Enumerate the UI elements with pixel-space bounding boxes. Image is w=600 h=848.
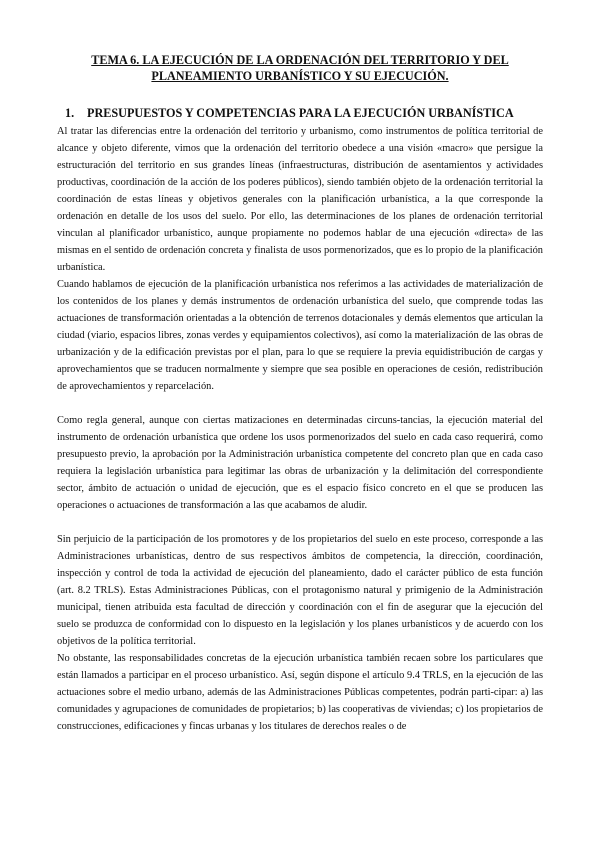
paragraph: Cuando hablamos de ejecución de la planificación urbanística nos referimos a las actividades de materialización de los contenidos de los planes y demás instrumentos de ordenación urbanística del suelo, que comprende todas las actuaciones de transformación orientadas a la obtención de terrenos dotacionales y demás elementos que articulan la ciudad (viario, espacios libres, zonas verdes y equipamientos colectivos), así como la materialización de las obras de urbanización y de la edificación previstas por el plan, para lo que se requiere la previa equidistribución de cargas y aprovechamientos que se traducen normalmente y siempre que sea posible en operaciones de cesión, redistribución de aprovechamientos y reparcelación. <box>57 279 543 392</box>
section-number: 1. <box>65 106 75 120</box>
section-heading <box>57 106 543 121</box>
document-title: TEMA 6. LA EJECUCIÓN DE LA ORDENACIÓN DEL TERRITORIO Y DEL PLANEAMIENTO URBANÍSTICO Y SU EJECUCIÓN. <box>91 53 509 83</box>
paragraph: No obstante, las responsabilidades concretas de la ejecución urbanística también recaen sobre los particulares que están llamados a participar en el proceso urbanístico. Así, según dispone el artículo 9.4 TRLS, en la ejecución de las actuaciones sobre el medio urbano, además de las Administraciones Públicas competentes, podrán parti-cipar: a) las comunidades y agrupaciones de comunidades de propietarios; b) las cooperativas de viviendas; c) los propietarios de construcciones, edificaciones y fincas urbanas y los titulares de derechos reales o de <box>57 653 543 732</box>
paragraph: Como regla general, aunque con ciertas matizaciones en determinadas circuns-tancias, la ejecución material del instrumento de ordenación urbanística que ordene los usos pormenorizados del suelo en cada caso requerirá, como presupuesto previo, la aprobación por la Administración urbanística competente del concreto plan que en cada caso requiera la legislación urbanística para legitimar las obras de urbanización y la delimitación del correspondiente sector, ámbito de actuación o unidad de ejecución, que es el espacio físico concreto en el que se producen las operaciones o actuaciones de transformación a las que acabamos de aludir. <box>57 415 543 511</box>
section-heading-text: PRESUPUESTOS Y COMPETENCIAS PARA LA EJECUCIÓN URBANÍSTICA <box>87 106 514 120</box>
paragraph: Sin perjuicio de la participación de los promotores y de los propietarios del suelo en este proceso, corresponde a las Administraciones urbanísticas, dentro de sus respectivos ámbitos de competencia, la dirección, coordinación, inspección y control de toda la actividad de ejecución del planeamiento, dado el carácter público de esta función (art. 8.2 TRLS). Estas Administraciones Públicas, con el protagonismo natural y primigenio de la Administración municipal, tienen atribuida esta facultad de dirección y coordinación con el fin de asegurar que la ejecución del suelo se produzca de conformidad con lo dispuesto en la legislación y los planes urbanísticos y de acuerdo con los objetivos de la política territorial. <box>57 534 543 647</box>
paragraph: Al tratar las diferencias entre la ordenación del territorio y urbanismo, como instrumentos de política territorial de alcance y objeto diferente, vimos que la ordenación del territorio obedece a una visión «macro» que persigue la estructuración del territorio en sus grandes líneas (infraestructuras, distribución de asentamientos y actividades productivas, coordinación de la acción de los poderes públicos), siendo también objeto de la ordenación territorial la coordinación de estas líneas y objetivos generales con la planificación urbanística, a la que corresponde la ordenación en detalle de los usos del suelo. Por ello, las determinaciones de los planes de ordenación territorial vinculan al planificador urbanístico, aunque propiamente no podemos hablar de una ejecución «directa» de las mismas en el sentido de ordenación concreta y finalista de usos pormenorizados, que es lo propio de la planificación urbanística. <box>57 126 543 273</box>
